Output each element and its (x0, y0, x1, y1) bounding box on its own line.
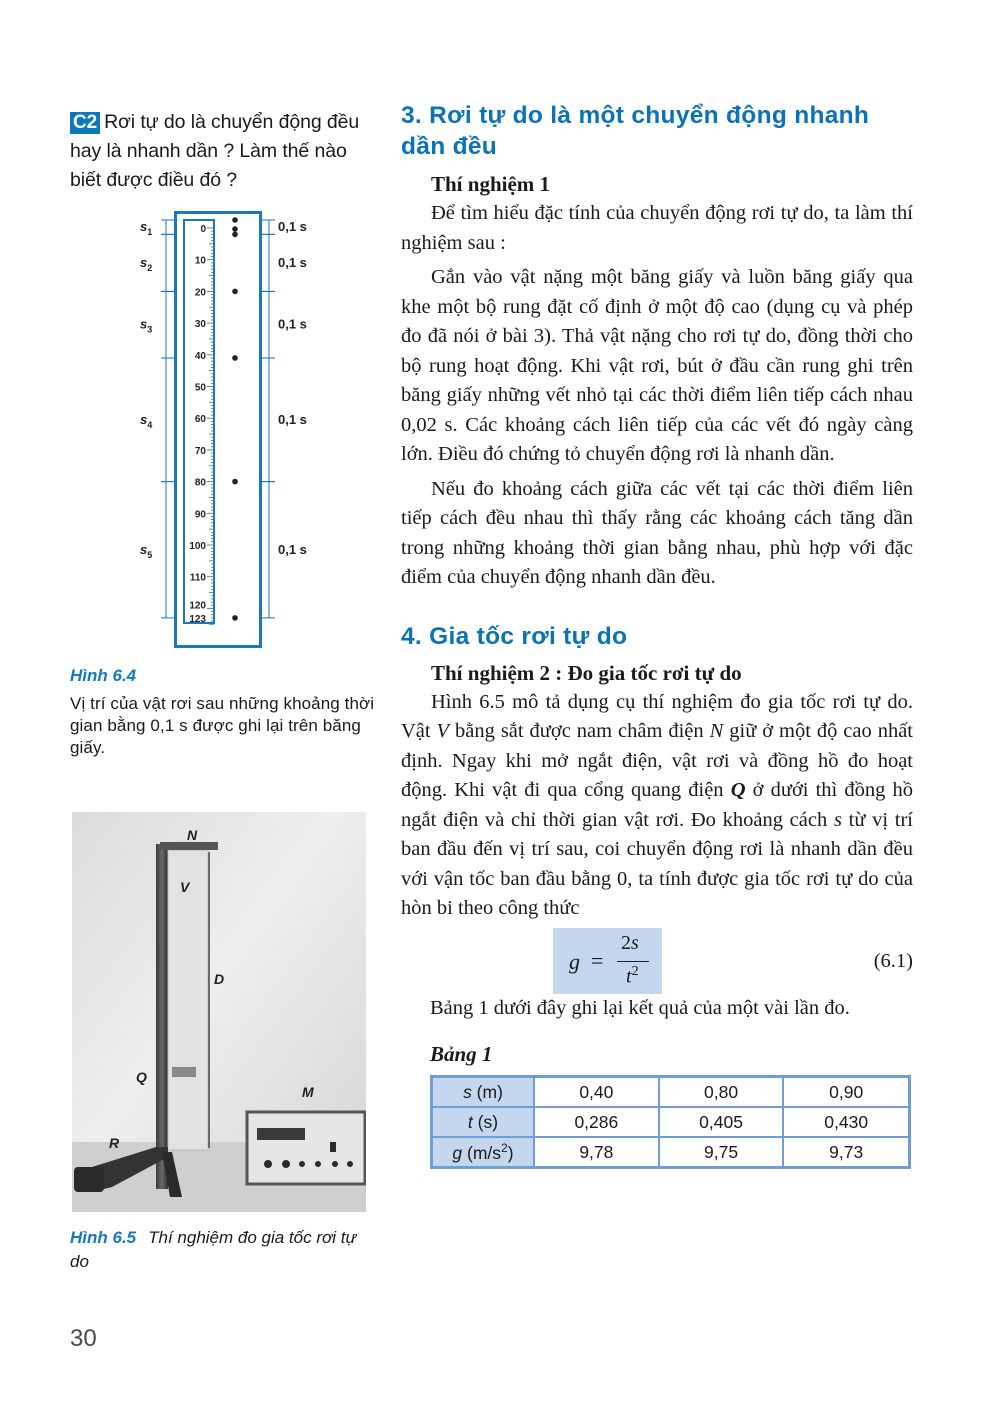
experiment-2-title: Thí nghiệm 2 : Đo gia tốc rơi tự do (431, 660, 742, 685)
photo-label-n: N (187, 827, 198, 843)
table-cell: 0,430 (783, 1107, 909, 1137)
results-table (430, 1075, 911, 1169)
timer-device (247, 1112, 365, 1184)
ruler-label: 123 (189, 613, 206, 625)
formula-denominator (626, 964, 639, 989)
figure-6-4-title: Hình 6.4 (70, 666, 137, 685)
text-run: giữ ở một độ cao nhất định. Ngay khi mở ngắt điện, vật rơi và đồng hồ đo hoạt động. Khi vật đi qua cổng quang điện (401, 720, 913, 801)
formula-equals: = (591, 947, 604, 973)
numerator-var: s (631, 931, 639, 954)
text-run: Hình 6.5 mô tả dụng cụ thí nghiệm đo gia tốc rơi tự do. Vật (401, 690, 913, 742)
table-cell: 9,75 (659, 1137, 784, 1168)
formula-reference: (6.1) (873, 949, 913, 972)
figure-6-5-title: Hình 6.5 (70, 1228, 137, 1247)
row-unit: (m) (471, 1081, 503, 1102)
row-unit: (m/s (462, 1142, 502, 1163)
ruler-label: 80 (194, 477, 206, 489)
row-variable: t (467, 1111, 473, 1132)
ruler-label: 30 (194, 319, 206, 331)
segment-label-sub: 5 (147, 549, 153, 560)
table-row (432, 1077, 910, 1108)
ruler-label: 0 (200, 224, 206, 235)
table-cell: 0,405 (659, 1107, 784, 1137)
interval-label: 0,1 s (278, 541, 307, 557)
tape-dot (232, 232, 238, 238)
var-n: N (709, 720, 724, 742)
formula-numerator (621, 932, 639, 955)
figure-6-4-tape-diagram (130, 205, 330, 655)
row-unit-exponent: 2 (501, 1140, 508, 1155)
segment-label-sub: 2 (147, 262, 153, 273)
magnet-holder (160, 842, 218, 850)
figure-6-4-description: Vị trí của vật rơi sau những khoảng thời gian bằng 0,1 s được ghi lại trên băng giấy. (70, 694, 375, 757)
var-v: V (436, 720, 450, 742)
row-unit: (s) (472, 1111, 499, 1132)
table-row (432, 1107, 910, 1137)
ruler-label: 110 (189, 572, 206, 584)
segment-label (140, 219, 152, 237)
interval-label: 0,1 s (278, 254, 307, 270)
segment-label-var: s (140, 411, 148, 427)
text-run: bằng sắt được nam châm điện (449, 720, 710, 742)
table-cell: 9,78 (534, 1137, 659, 1168)
tape-dot (232, 226, 238, 232)
tape-dot (232, 615, 238, 621)
figure-6-5-caption (70, 1226, 375, 1274)
denominator-var: t (626, 965, 632, 988)
segment-label (140, 542, 152, 560)
segment-label (140, 317, 152, 335)
photogate (172, 1067, 196, 1077)
var-q: Q (730, 779, 746, 801)
numerator-coef: 2 (621, 931, 631, 954)
ruler-label: 40 (194, 350, 206, 362)
text-run: từ vị trí ban đầu đến vị trí sau, coi chuyển động rơi là nhanh dần đều với vận tốc ban đầu bằng 0, ta tính được gia tốc rơi tự do của hòn bi theo công thức (401, 808, 913, 919)
tape-dot (232, 289, 238, 295)
segment-label-var: s (140, 219, 148, 235)
ruler-label: 120 (189, 600, 206, 612)
segment-label-var: s (140, 316, 148, 332)
var-s: s (833, 808, 842, 831)
row-variable: g (452, 1142, 463, 1163)
photo-label-r: R (109, 1135, 120, 1151)
row-unit-end: ) (507, 1142, 514, 1163)
photo-label-q: Q (136, 1069, 147, 1085)
ruler-label: 100 (189, 541, 206, 552)
interval-label: 0,1 s (278, 316, 307, 332)
photo-label-d: D (214, 971, 225, 987)
section-3-paragraph: Gắn vào vật nặng một băng giấy và luồn băng giấy qua khe một bộ rung đặt cố định ở một độ cao (dụng cụ và phép đo đã nói ở bài 3). Thả vật nặng cho rơi tự do, đồng thời cho bộ rung hoạt động. Khi vật rơi, bút ở đầu cần rung ghi trên băng giấy những vết nhỏ tại các thời điểm liên tiếp cách nhau 0,02 s. Các khoảng cách liên tiếp của các vết đó ngày càng lớn. Điều đó chứng tỏ chuyển động rơi là nhanh dần. (401, 266, 913, 465)
tape-dot (232, 479, 238, 485)
figure-6-5-description: Thí nghiệm đo gia tốc rơi tự do (70, 1228, 357, 1271)
guide-column (168, 850, 208, 1150)
figure-6-5-photo (72, 812, 366, 1212)
section-4-heading: 4. Gia tốc rơi tự do (401, 622, 628, 650)
ruler-label: 90 (194, 509, 206, 521)
row-header (432, 1077, 535, 1108)
tape-outer-frame (176, 213, 261, 647)
interval-label: 0,1 s (278, 219, 307, 235)
figure-6-4-caption (70, 664, 375, 759)
formula-box (553, 928, 662, 994)
row-variable: s (463, 1081, 472, 1102)
table-cell: 0,40 (534, 1077, 659, 1108)
section-4-paragraph (401, 688, 913, 924)
segment-label-sub: 1 (147, 227, 153, 238)
switch-box (74, 1167, 104, 1192)
experiment-1-title: Thí nghiệm 1 (431, 172, 551, 196)
c2-question-text: Rơi tự do là chuyển động đều hay là nhanh dần ? Làm thế nào biết được điều đó ? (70, 111, 360, 191)
segment-label (140, 412, 152, 430)
fraction-bar (617, 961, 649, 962)
stand-pole (156, 844, 168, 1189)
photo-label-v: V (180, 879, 190, 895)
segment-label-sub: 4 (147, 419, 153, 430)
denominator-exp: 2 (631, 963, 639, 979)
tape-dot (232, 217, 238, 223)
segment-label-sub: 3 (147, 324, 153, 335)
table-cell: 0,80 (659, 1077, 784, 1108)
c2-question (70, 108, 375, 195)
row-header (432, 1107, 535, 1137)
photo-label-m: M (302, 1084, 314, 1100)
segment-label (140, 255, 152, 273)
table-title: Bảng 1 (430, 1042, 493, 1066)
timer-display (257, 1128, 305, 1140)
interval-label: 0,1 s (278, 411, 307, 427)
ruler-label: 70 (194, 445, 206, 457)
ruler-label: 60 (194, 414, 206, 426)
segment-label-var: s (140, 541, 148, 557)
section-3-heading: 3. Rơi tự do là một chuyển động nhanh dần đều (401, 102, 870, 160)
segment-label-var: s (140, 254, 148, 270)
text-run: ở dưới thì đồng hồ ngắt điện và chỉ thời gian vật rơi. Đo khoảng cách (401, 779, 913, 831)
section-3-paragraph: Nếu đo khoảng cách giữa các vết tại các thời điểm liên tiếp cách đều nhau thì thấy rằng các khoảng cách tăng dần trong những khoảng thời gian bằng nhau, phù hợp với đặc điểm của chuyển động nhanh dần đều. (401, 477, 913, 588)
table-cell: 0,90 (783, 1077, 909, 1108)
ruler-label: 10 (194, 255, 206, 267)
formula-6-1 (401, 928, 913, 998)
c2-badge: C2 (70, 112, 100, 134)
tape-dot (232, 355, 238, 361)
main-content (401, 100, 913, 1169)
page-number: 30 (70, 1325, 97, 1352)
table-cell: 9,73 (783, 1137, 909, 1168)
table-cell: 0,286 (534, 1107, 659, 1137)
ruler-label: 50 (194, 382, 206, 394)
table-intro: Bảng 1 dưới đây ghi lại kết quả của một vài lần đo. (430, 996, 850, 1019)
table-row (432, 1137, 910, 1168)
section-3-paragraph: Để tìm hiểu đặc tính của chuyển động rơi tự do, ta làm thí nghiệm sau : (401, 202, 913, 254)
ruler-label: 20 (194, 287, 206, 299)
formula-lhs: g (569, 948, 580, 974)
row-header (432, 1137, 535, 1168)
